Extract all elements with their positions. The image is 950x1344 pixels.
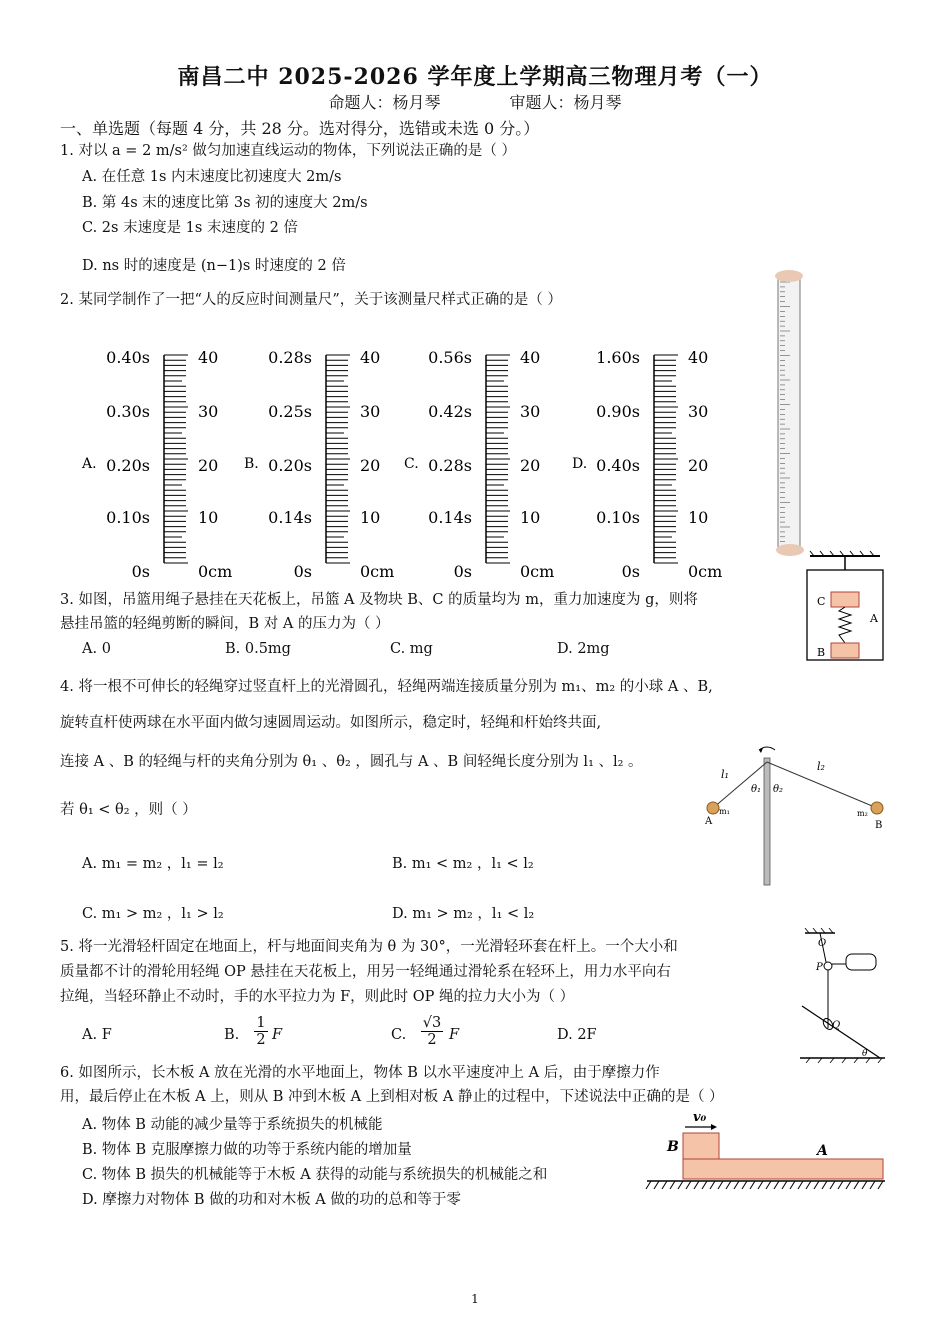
- ground-hatch-line: [750, 1181, 755, 1189]
- q3-line2: 悬挂吊篮的轻绳剪断的瞬间，B 对 A 的压力为（ ）: [60, 616, 390, 632]
- q5-pulley-figure: [790, 928, 890, 1063]
- time-label: 0.10s: [596, 508, 640, 527]
- cm-label: 0cm: [688, 562, 723, 581]
- cm-label: 30: [688, 402, 709, 421]
- q4-option-d: D. m₁ > m₂ ，l₁ < l₂: [392, 906, 535, 922]
- ground-hatch-line: [718, 1181, 723, 1189]
- cm-label: 30: [520, 402, 541, 421]
- q6-option-d: D. 摩擦力对物体 B 做的功和对木板 A 做的功的总和等于零: [82, 1192, 461, 1208]
- q2-stem: 2. 某同学制作了一把“人的反应时间测量尺”，关于该测量尺样式正确的是（ ）: [60, 292, 562, 308]
- ground-hatch-line: [838, 1181, 843, 1189]
- q5-c-label: C.: [391, 1027, 407, 1043]
- ground-hatch-line: [806, 1181, 811, 1189]
- time-label: 0.40s: [106, 348, 150, 367]
- cm-label: 40: [360, 348, 381, 367]
- q4-option-c: C. m₁ > m₂ ，l₁ > l₂: [82, 906, 224, 922]
- q5-b-num: 1: [254, 1015, 268, 1032]
- q5-line3: 拉绳，当轻环静止不动时，手的水平拉力为 F，则此时 OP 绳的拉力大小为（ ）: [60, 989, 575, 1005]
- cm-label: 20: [198, 456, 219, 475]
- time-label: 0.56s: [428, 348, 472, 367]
- q4-line1: 4. 将一根不可伸长的轻绳穿过竖直杆上的光滑圆孔，轻绳两端连接质量分别为 m₁、m₂ 的小球 A 、B,: [60, 679, 713, 695]
- time-label: 0.28s: [428, 456, 472, 475]
- block-b: [683, 1133, 719, 1159]
- l1-label: l₁: [721, 768, 729, 781]
- q3-option-d: D. 2mg: [557, 641, 610, 657]
- block-b: [831, 643, 859, 658]
- q1-option-b: B. 第 4s 末的速度比第 3s 初的速度大 2m/s: [82, 195, 368, 211]
- q3-option-b: B. 0.5mg: [225, 641, 291, 657]
- q5-c-num: √3: [422, 1015, 442, 1031]
- q3-line1: 3. 如图，吊篮用绳子悬挂在天花板上，吊篮 A 及物块 B、C 的质量均为 m，重力加速度为 g，则将: [60, 592, 698, 608]
- cm-label: 40: [198, 348, 219, 367]
- theta2-label: θ₂: [773, 784, 784, 795]
- theta-label: θ: [862, 1049, 868, 1059]
- q1-stem: 1. 对以 a = 2 m/s² 做匀加速直线运动的物体，下列说法正确的是（ ）: [60, 143, 517, 159]
- ground-hatch-line: [694, 1181, 699, 1189]
- ground-hatch-line: [878, 1181, 883, 1189]
- time-label: 0.20s: [268, 456, 312, 475]
- cm-label: 10: [688, 508, 709, 527]
- l2-label: l₂: [817, 760, 825, 773]
- m2-label: m₂: [857, 809, 868, 818]
- cm-label: 20: [520, 456, 541, 475]
- paper-title: 南昌二中 2025-2026 学年度上学期高三物理月考（一）: [177, 64, 773, 90]
- time-label: 0s: [131, 562, 150, 581]
- time-label: 0s: [621, 562, 640, 581]
- ground-hatch-line: [710, 1181, 715, 1189]
- cm-label: 20: [688, 456, 709, 475]
- time-label: 0.90s: [596, 402, 640, 421]
- section-heading: 一、单选题（每题 4 分，共 28 分。选对得分，选错或未选 0 分。）: [60, 119, 540, 138]
- ground-hatch-line: [766, 1181, 771, 1189]
- v0-label: v₀: [693, 1110, 707, 1125]
- time-label: 0s: [293, 562, 312, 581]
- b-label: B: [875, 820, 883, 831]
- hand-icon: [846, 954, 876, 970]
- time-label: 0.40s: [596, 456, 640, 475]
- spring: [839, 607, 851, 643]
- q5-line2: 质量都不计的滑轮用轻绳 OP 悬挂在天花板上，用另一轻绳通过滑轮系在轻环上，用力水平向右: [60, 964, 671, 980]
- p-label: P: [816, 962, 823, 973]
- ground-hatch-line: [854, 1181, 859, 1189]
- q1-option-a: A. 在任意 1s 内末速度比初速度大 2m/s: [82, 169, 342, 185]
- ground-hatch-line: [758, 1181, 763, 1189]
- time-label: 0.10s: [106, 508, 150, 527]
- q4-option-b: B. m₁ < m₂ ，l₁ < l₂: [392, 856, 534, 872]
- ground-hatch-line: [678, 1181, 683, 1189]
- label-a: A: [870, 612, 878, 625]
- time-label: 0.14s: [268, 508, 312, 527]
- board-a: [683, 1159, 883, 1179]
- page-number: 1: [471, 1292, 479, 1306]
- ground-hatch-line: [782, 1181, 787, 1189]
- label-c: C: [817, 595, 826, 608]
- q5-line1: 5. 将一光滑轻杆固定在地面上，杆与地面间夹角为 θ 为 30°，一光滑轻环套在杆上。一个大小和: [60, 939, 678, 955]
- q3-option-c: C. mg: [390, 641, 433, 657]
- q2-ruler-figure: [70, 335, 750, 585]
- ground-hatch-line: [742, 1181, 747, 1189]
- q5-b-den: 2: [256, 1032, 266, 1048]
- ground-hatch-line: [862, 1181, 867, 1189]
- q6-option-c: C. 物体 B 损失的机械能等于木板 A 获得的动能与系统损失的机械能之和: [82, 1167, 548, 1183]
- label-b: B: [817, 646, 826, 659]
- ruler-photo: [770, 268, 810, 558]
- q-label: Q: [832, 1020, 841, 1031]
- ground-hatch-line: [702, 1181, 707, 1189]
- ground-hatch-line: [870, 1181, 875, 1189]
- q2-option-label: B.: [244, 456, 259, 472]
- reviewer-label: 审题人：杨月琴: [509, 93, 622, 112]
- q6-board-figure: [645, 1105, 890, 1195]
- time-label: 0.28s: [268, 348, 312, 367]
- ground-hatch-line: [662, 1181, 667, 1189]
- block-c: [831, 592, 859, 607]
- cm-label: 10: [198, 508, 219, 527]
- q1-option-d: D. ns 时的速度是 (n−1)s 时速度的 2 倍: [82, 258, 346, 274]
- vertical-rod: [764, 758, 770, 885]
- ground-hatch-line: [798, 1181, 803, 1189]
- ground-hatch-line: [846, 1181, 851, 1189]
- cm-label: 0cm: [198, 562, 233, 581]
- q3-option-a: A. 0: [82, 641, 111, 657]
- q1-option-c: C. 2s 末速度是 1s 末速度的 2 倍: [82, 220, 298, 236]
- q2-option-label: C.: [404, 456, 419, 472]
- q6-option-a: A. 物体 B 动能的减少量等于系统损失的机械能: [82, 1117, 383, 1133]
- cm-label: 30: [360, 402, 381, 421]
- ground-hatch-line: [726, 1181, 731, 1189]
- q4-line4: 若 θ₁ < θ₂ ，则（ ）: [60, 802, 197, 818]
- q2-option-label: A.: [82, 456, 97, 472]
- cm-label: 0cm: [360, 562, 395, 581]
- ground-hatch-line: [654, 1181, 659, 1189]
- ground-hatch-line: [734, 1181, 739, 1189]
- cm-label: 20: [360, 456, 381, 475]
- time-label: 0.25s: [268, 402, 312, 421]
- cm-label: 0cm: [520, 562, 555, 581]
- a-label: A: [705, 816, 713, 827]
- cm-label: 40: [688, 348, 709, 367]
- time-label: 0s: [453, 562, 472, 581]
- q5-c-tail: F: [449, 1027, 460, 1043]
- q4-rod-figure: [695, 740, 895, 890]
- ground-hatch-line: [790, 1181, 795, 1189]
- theta1-label: θ₁: [751, 784, 762, 795]
- q6-line2: 用，最后停止在木板 A 上，则从 B 冲到木板 A 上到相对板 A 静止的过程中，下述说法中正确的是（ ）: [60, 1089, 724, 1105]
- slanted-rod: [802, 1006, 880, 1058]
- q2-option-label: D.: [572, 456, 588, 472]
- q5-option-a: A. F: [82, 1027, 112, 1043]
- ground-hatch-line: [774, 1181, 779, 1189]
- ground-hatch-line: [830, 1181, 835, 1189]
- pulley: [824, 962, 832, 970]
- ground-hatch-line: [686, 1181, 691, 1189]
- q5-b-label: B.: [224, 1027, 240, 1043]
- q5-c-den: 2: [427, 1032, 437, 1048]
- b-label: B: [667, 1139, 679, 1155]
- cm-label: 40: [520, 348, 541, 367]
- o-label: O: [818, 938, 827, 949]
- cm-label: 10: [520, 508, 541, 527]
- author-label: 命题人：杨月琴: [328, 93, 441, 112]
- q5-b-tail: F: [272, 1027, 283, 1043]
- q5-option-d: D. 2F: [557, 1027, 597, 1043]
- time-label: 0.30s: [106, 402, 150, 421]
- time-label: 1.60s: [596, 348, 640, 367]
- q6-line1: 6. 如图所示，长木板 A 放在光滑的水平地面上，物体 B 以水平速度冲上 A 后，由于摩擦力作: [60, 1065, 660, 1081]
- time-label: 0.20s: [106, 456, 150, 475]
- q4-option-a: A. m₁ = m₂ ，l₁ = l₂: [82, 856, 224, 872]
- ground-hatch-line: [814, 1181, 819, 1189]
- author-line: [0, 90, 950, 113]
- q3-basket-figure: [800, 550, 890, 665]
- q4-line2: 旋转直杆使两球在水平面内做匀速圆周运动。如图所示，稳定时，轻绳和杆始终共面,: [60, 715, 602, 731]
- ball-b: [871, 802, 883, 814]
- ball-a: [707, 802, 719, 814]
- time-label: 0.14s: [428, 508, 472, 527]
- cm-label: 10: [360, 508, 381, 527]
- time-label: 0.42s: [428, 402, 472, 421]
- ground-hatch-line: [670, 1181, 675, 1189]
- q4-line3: 连接 A 、B 的轻绳与杆的夹角分别为 θ₁ 、θ₂ ，圆孔与 A 、B 间轻绳长度分别为 l₁ 、l₂ 。: [60, 754, 643, 770]
- ground-hatch-line: [646, 1181, 651, 1189]
- a-label: A: [817, 1143, 828, 1159]
- m1-label: m₁: [719, 807, 730, 816]
- ground-hatch-line: [822, 1181, 827, 1189]
- q6-option-b: B. 物体 B 克服摩擦力做的功等于系统内能的增加量: [82, 1142, 412, 1158]
- cm-label: 30: [198, 402, 219, 421]
